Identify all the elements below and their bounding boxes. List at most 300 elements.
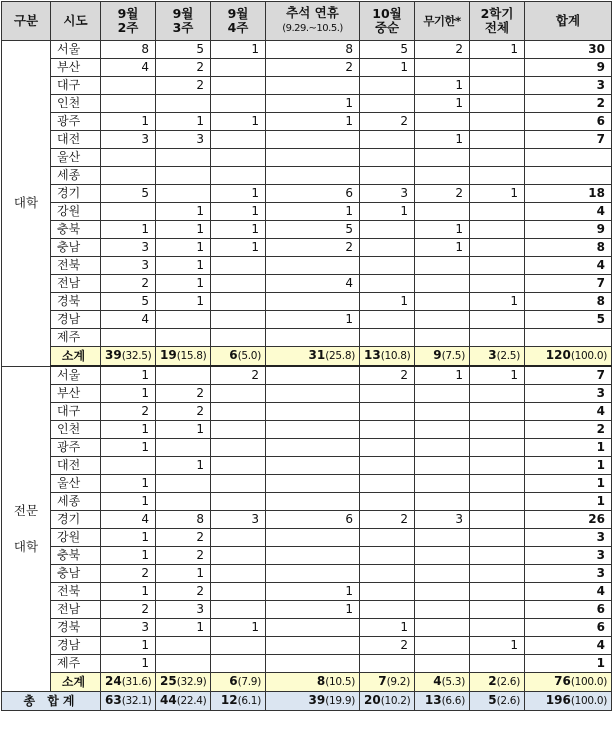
value-cell xyxy=(211,457,266,475)
value-cell xyxy=(156,366,211,385)
value-cell xyxy=(470,149,525,167)
value-cell xyxy=(415,655,470,673)
value-cell: 1 xyxy=(101,421,156,439)
table-row xyxy=(2,601,612,619)
row-total-cell: 1 xyxy=(525,493,612,511)
value-cell xyxy=(211,403,266,421)
value-cell xyxy=(360,475,415,493)
value-cell: 1 xyxy=(101,475,156,493)
value-cell xyxy=(470,203,525,221)
value-cell: 1 xyxy=(470,637,525,655)
stat-count: 13 xyxy=(364,348,381,362)
region-cell: 충북 xyxy=(51,221,101,239)
region-cell: 대구 xyxy=(51,403,101,421)
table-row xyxy=(2,547,612,565)
value-cell: 3 xyxy=(101,239,156,257)
value-cell: 2 xyxy=(156,77,211,95)
value-cell: 1 xyxy=(415,239,470,257)
value-cell xyxy=(360,457,415,475)
table-row xyxy=(2,257,612,275)
value-cell xyxy=(266,547,360,565)
value-cell: 2 xyxy=(156,529,211,547)
value-cell: 1 xyxy=(360,293,415,311)
value-cell: 5 xyxy=(156,41,211,59)
value-cell xyxy=(360,421,415,439)
value-cell xyxy=(211,329,266,347)
row-total-cell: 4 xyxy=(525,403,612,421)
value-cell: 1 xyxy=(266,113,360,131)
region-cell: 전북 xyxy=(51,257,101,275)
value-cell: 2 xyxy=(156,583,211,601)
value-cell: 1 xyxy=(360,203,415,221)
stat-cell xyxy=(360,692,415,711)
region-cell: 부산 xyxy=(51,59,101,77)
value-cell xyxy=(156,95,211,113)
region-cell: 대전 xyxy=(51,457,101,475)
stat-percent: (2.5) xyxy=(496,350,520,362)
value-cell: 4 xyxy=(101,311,156,329)
stat-percent: (100.0) xyxy=(570,695,607,707)
stat-cell xyxy=(156,692,211,711)
stat-percent: (5.3) xyxy=(441,676,465,688)
value-cell: 2 xyxy=(415,185,470,203)
value-cell xyxy=(101,457,156,475)
region-cell: 충남 xyxy=(51,239,101,257)
stat-cell xyxy=(470,347,525,367)
value-cell: 5 xyxy=(266,221,360,239)
value-cell: 1 xyxy=(470,185,525,203)
value-cell: 1 xyxy=(101,547,156,565)
value-cell xyxy=(211,131,266,149)
row-total-cell: 3 xyxy=(525,529,612,547)
value-cell: 1 xyxy=(101,583,156,601)
value-cell xyxy=(360,77,415,95)
row-total-cell: 3 xyxy=(525,77,612,95)
table-row xyxy=(2,167,612,185)
value-cell xyxy=(470,95,525,113)
value-cell xyxy=(470,329,525,347)
stat-percent: (7.9) xyxy=(237,676,261,688)
value-cell xyxy=(415,493,470,511)
value-cell: 8 xyxy=(101,41,156,59)
value-cell xyxy=(360,529,415,547)
value-cell: 8 xyxy=(156,511,211,529)
region-cell: 울산 xyxy=(51,475,101,493)
stat-count: 6 xyxy=(229,674,238,688)
value-cell xyxy=(211,385,266,403)
value-cell xyxy=(470,403,525,421)
value-cell xyxy=(360,167,415,185)
row-total-cell: 4 xyxy=(525,203,612,221)
value-cell: 1 xyxy=(101,366,156,385)
row-total-cell: 4 xyxy=(525,257,612,275)
table-row xyxy=(2,385,612,403)
region-cell: 경남 xyxy=(51,311,101,329)
value-cell xyxy=(415,59,470,77)
value-cell: 1 xyxy=(266,95,360,113)
region-cell: 부산 xyxy=(51,385,101,403)
subtotal-label: 소계 xyxy=(51,347,101,367)
value-cell xyxy=(360,385,415,403)
value-cell: 1 xyxy=(266,311,360,329)
region-cell: 인천 xyxy=(51,421,101,439)
table-row xyxy=(2,493,612,511)
stat-count: 31 xyxy=(308,348,326,362)
grand-total-label: 총 합계 xyxy=(2,692,101,711)
value-cell xyxy=(266,637,360,655)
value-cell xyxy=(266,493,360,511)
value-cell: 1 xyxy=(415,77,470,95)
group-label xyxy=(2,41,51,367)
region-cell: 서울 xyxy=(51,366,101,385)
stat-percent: (9.2) xyxy=(386,676,410,688)
grand-total-row xyxy=(2,692,612,711)
value-cell xyxy=(470,457,525,475)
value-cell xyxy=(360,239,415,257)
value-cell xyxy=(470,257,525,275)
value-cell xyxy=(156,185,211,203)
value-cell: 6 xyxy=(266,511,360,529)
value-cell xyxy=(415,601,470,619)
row-total-cell xyxy=(525,167,612,185)
value-cell xyxy=(211,601,266,619)
stat-cell xyxy=(525,347,612,367)
value-cell xyxy=(266,529,360,547)
table-row xyxy=(2,311,612,329)
row-total-cell: 9 xyxy=(525,59,612,77)
value-cell: 5 xyxy=(360,41,415,59)
value-cell xyxy=(470,529,525,547)
region-cell: 경남 xyxy=(51,637,101,655)
value-cell xyxy=(211,547,266,565)
region-cell: 경북 xyxy=(51,619,101,637)
value-cell xyxy=(156,493,211,511)
value-cell xyxy=(415,275,470,293)
value-cell xyxy=(415,619,470,637)
stat-count: 9 xyxy=(433,348,442,362)
value-cell: 1 xyxy=(211,239,266,257)
value-cell xyxy=(266,77,360,95)
subtotal-row xyxy=(2,673,612,692)
header-oct-mid: 10월 중순 xyxy=(360,2,415,41)
value-cell: 1 xyxy=(101,439,156,457)
table-row xyxy=(2,457,612,475)
value-cell xyxy=(470,311,525,329)
header-category: 구분 xyxy=(2,2,51,41)
table-row xyxy=(2,41,612,59)
stat-cell xyxy=(211,673,266,692)
value-cell xyxy=(211,167,266,185)
value-cell: 3 xyxy=(156,601,211,619)
table-row xyxy=(2,131,612,149)
value-cell xyxy=(211,637,266,655)
value-cell xyxy=(415,167,470,185)
group-label xyxy=(2,366,51,692)
stat-cell xyxy=(266,692,360,711)
row-total-cell xyxy=(525,329,612,347)
value-cell: 2 xyxy=(101,275,156,293)
value-cell xyxy=(470,583,525,601)
value-cell xyxy=(101,167,156,185)
value-cell xyxy=(211,493,266,511)
value-cell: 2 xyxy=(266,239,360,257)
region-cell: 세종 xyxy=(51,167,101,185)
row-total-cell: 2 xyxy=(525,421,612,439)
value-cell xyxy=(415,113,470,131)
value-cell: 1 xyxy=(470,293,525,311)
value-cell xyxy=(360,221,415,239)
table-row xyxy=(2,637,612,655)
value-cell: 3 xyxy=(360,185,415,203)
value-cell xyxy=(156,439,211,457)
region-cell: 인천 xyxy=(51,95,101,113)
value-cell: 1 xyxy=(211,185,266,203)
value-cell xyxy=(415,403,470,421)
value-cell: 2 xyxy=(156,59,211,77)
stat-cell xyxy=(266,347,360,367)
stat-count: 24 xyxy=(105,674,122,688)
table-row xyxy=(2,113,612,131)
stat-cell xyxy=(266,673,360,692)
value-cell xyxy=(360,547,415,565)
value-cell xyxy=(156,329,211,347)
row-total-cell: 18 xyxy=(525,185,612,203)
region-cell: 제주 xyxy=(51,655,101,673)
value-cell xyxy=(470,547,525,565)
row-total-cell: 1 xyxy=(525,439,612,457)
region-cell: 충남 xyxy=(51,565,101,583)
stat-cell xyxy=(525,692,612,711)
stat-percent: (32.9) xyxy=(176,676,207,688)
value-cell xyxy=(415,637,470,655)
stat-percent: (25.8) xyxy=(325,350,355,362)
value-cell xyxy=(360,655,415,673)
row-total-cell: 3 xyxy=(525,565,612,583)
value-cell xyxy=(266,257,360,275)
value-cell: 1 xyxy=(360,619,415,637)
value-cell: 2 xyxy=(360,366,415,385)
value-cell xyxy=(470,113,525,131)
value-cell xyxy=(211,475,266,493)
stat-percent: (22.4) xyxy=(176,695,207,707)
value-cell xyxy=(211,421,266,439)
value-cell xyxy=(470,59,525,77)
value-cell xyxy=(360,257,415,275)
value-cell xyxy=(156,655,211,673)
row-total-cell: 1 xyxy=(525,457,612,475)
region-cell: 광주 xyxy=(51,439,101,457)
value-cell xyxy=(211,95,266,113)
row-total-cell: 6 xyxy=(525,113,612,131)
value-cell: 1 xyxy=(266,203,360,221)
stat-cell xyxy=(156,347,211,367)
stat-cell xyxy=(101,347,156,367)
value-cell: 4 xyxy=(266,275,360,293)
value-cell xyxy=(266,457,360,475)
value-cell: 4 xyxy=(101,59,156,77)
stat-percent: (10.2) xyxy=(380,695,411,707)
table-body xyxy=(2,41,612,711)
value-cell: 2 xyxy=(156,403,211,421)
row-total-cell: 6 xyxy=(525,601,612,619)
value-cell: 1 xyxy=(101,637,156,655)
value-cell xyxy=(211,655,266,673)
value-cell xyxy=(470,421,525,439)
header-sep-week3: 9월 3주 xyxy=(156,2,211,41)
value-cell xyxy=(266,167,360,185)
header-row xyxy=(2,2,612,41)
row-total-cell: 6 xyxy=(525,619,612,637)
stat-count: 13 xyxy=(424,693,442,707)
value-cell xyxy=(211,293,266,311)
region-cell: 충북 xyxy=(51,547,101,565)
value-cell: 8 xyxy=(266,41,360,59)
value-cell xyxy=(415,565,470,583)
row-total-cell: 8 xyxy=(525,293,612,311)
value-cell: 1 xyxy=(156,257,211,275)
group-label-line1: 전문 xyxy=(13,502,39,518)
value-cell xyxy=(415,385,470,403)
value-cell xyxy=(470,385,525,403)
value-cell xyxy=(470,475,525,493)
value-cell: 1 xyxy=(101,493,156,511)
subtotal-row xyxy=(2,347,612,367)
value-cell xyxy=(266,293,360,311)
row-total-cell: 2 xyxy=(525,95,612,113)
region-cell: 광주 xyxy=(51,113,101,131)
value-cell: 2 xyxy=(156,547,211,565)
header-sep-week4: 9월 4주 xyxy=(211,2,266,41)
region-cell: 강원 xyxy=(51,529,101,547)
value-cell: 3 xyxy=(101,619,156,637)
value-cell: 3 xyxy=(415,511,470,529)
value-cell: 1 xyxy=(211,619,266,637)
value-cell: 1 xyxy=(156,203,211,221)
value-cell xyxy=(470,131,525,149)
value-cell xyxy=(211,311,266,329)
header-region: 시도 xyxy=(51,2,101,41)
stat-count: 12 xyxy=(220,693,238,707)
value-cell: 1 xyxy=(470,366,525,385)
value-cell: 1 xyxy=(156,457,211,475)
table-row xyxy=(2,149,612,167)
value-cell xyxy=(156,149,211,167)
table-row xyxy=(2,583,612,601)
value-cell xyxy=(266,475,360,493)
stat-percent: (31.6) xyxy=(121,676,152,688)
value-cell xyxy=(470,239,525,257)
stat-cell xyxy=(525,673,612,692)
value-cell xyxy=(415,583,470,601)
stat-percent: (32.5) xyxy=(121,350,152,362)
value-cell xyxy=(266,619,360,637)
stat-percent: (32.1) xyxy=(121,695,152,707)
header-chuseok: 추석 연휴 (9.29.~10.5.) xyxy=(266,2,360,41)
value-cell xyxy=(415,311,470,329)
stat-cell xyxy=(415,673,470,692)
value-cell xyxy=(211,77,266,95)
value-cell xyxy=(360,403,415,421)
stat-cell xyxy=(360,673,415,692)
table-row xyxy=(2,366,612,385)
value-cell xyxy=(415,439,470,457)
value-cell: 1 xyxy=(101,655,156,673)
region-cell: 경기 xyxy=(51,511,101,529)
region-cell: 제주 xyxy=(51,329,101,347)
value-cell xyxy=(156,167,211,185)
stat-percent: (7.5) xyxy=(441,350,465,362)
stat-count: 5 xyxy=(488,693,497,707)
region-cell: 경북 xyxy=(51,293,101,311)
value-cell: 2 xyxy=(156,385,211,403)
value-cell: 3 xyxy=(101,131,156,149)
value-cell: 2 xyxy=(415,41,470,59)
region-cell: 대전 xyxy=(51,131,101,149)
value-cell: 1 xyxy=(156,113,211,131)
group-label-line2: 대학 xyxy=(13,538,39,554)
value-cell xyxy=(360,131,415,149)
stat-percent: (10.5) xyxy=(325,676,355,688)
stat-percent: (100.0) xyxy=(570,676,607,688)
value-cell xyxy=(415,457,470,475)
table-row xyxy=(2,329,612,347)
value-cell xyxy=(266,385,360,403)
row-total-cell: 1 xyxy=(525,475,612,493)
value-cell: 1 xyxy=(266,601,360,619)
stat-count: 2 xyxy=(488,674,497,688)
table-row xyxy=(2,439,612,457)
value-cell: 2 xyxy=(211,366,266,385)
stat-cell xyxy=(470,692,525,711)
value-cell xyxy=(470,565,525,583)
stat-count: 7 xyxy=(378,674,387,688)
subtotal-label: 소계 xyxy=(51,673,101,692)
header-total: 합계 xyxy=(525,2,612,41)
header-sep-week2: 9월 2주 xyxy=(101,2,156,41)
table-row xyxy=(2,59,612,77)
row-total-cell: 4 xyxy=(525,583,612,601)
value-cell xyxy=(101,95,156,113)
row-total-cell: 30 xyxy=(525,41,612,59)
value-cell: 5 xyxy=(101,293,156,311)
value-cell xyxy=(415,475,470,493)
table-row xyxy=(2,293,612,311)
value-cell xyxy=(415,529,470,547)
value-cell xyxy=(360,275,415,293)
value-cell: 1 xyxy=(415,366,470,385)
stat-cell xyxy=(415,347,470,367)
stat-count: 6 xyxy=(229,348,238,362)
table-row xyxy=(2,77,612,95)
row-total-cell: 3 xyxy=(525,547,612,565)
value-cell: 1 xyxy=(156,239,211,257)
value-cell: 3 xyxy=(211,511,266,529)
value-cell: 1 xyxy=(156,565,211,583)
value-cell: 1 xyxy=(415,221,470,239)
value-cell xyxy=(101,203,156,221)
value-cell xyxy=(156,311,211,329)
region-cell: 세종 xyxy=(51,493,101,511)
value-cell xyxy=(470,619,525,637)
value-cell xyxy=(266,655,360,673)
value-cell xyxy=(211,59,266,77)
value-cell xyxy=(360,601,415,619)
value-cell xyxy=(211,583,266,601)
stat-percent: (100.0) xyxy=(570,350,607,362)
value-cell xyxy=(266,149,360,167)
value-cell: 5 xyxy=(101,185,156,203)
table-row xyxy=(2,403,612,421)
